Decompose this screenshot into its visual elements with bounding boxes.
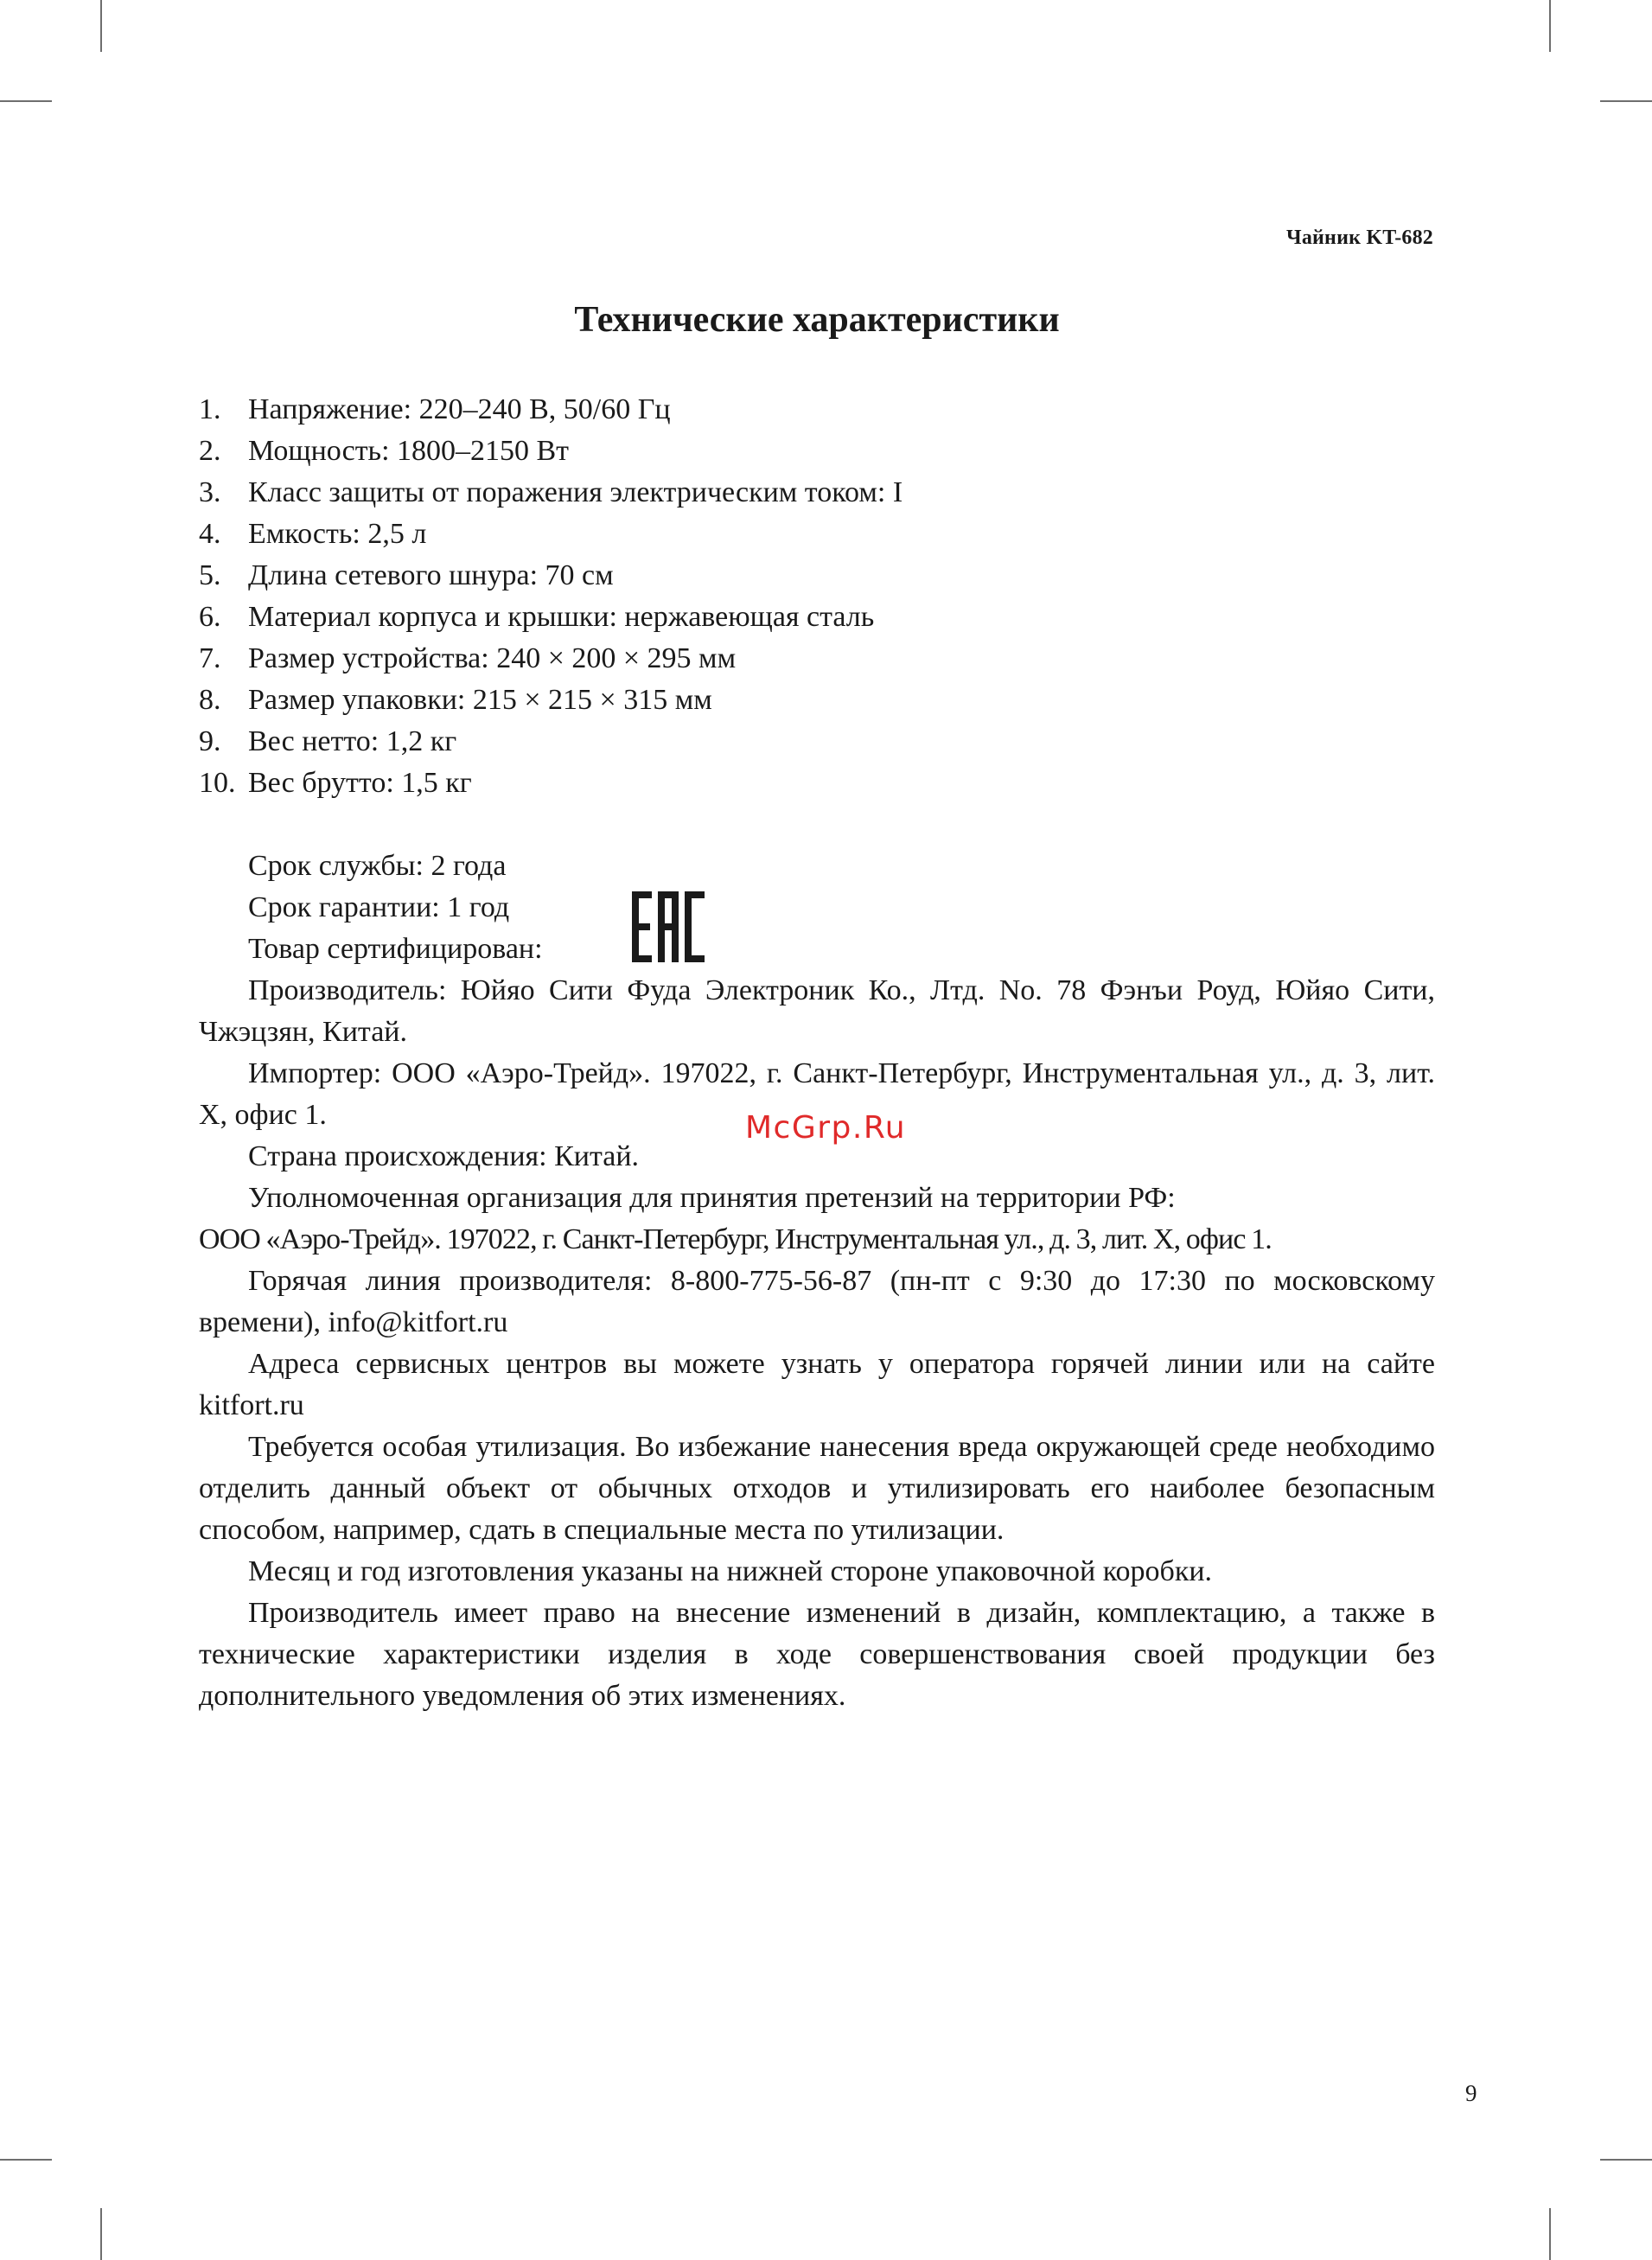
manufacturer: Производитель: Юйяо Сити Фуда Электроник Ко., Лтд. No. 78 Фэнъи Роуд, Юйяо Сити, Чжэцзян, Китай. <box>199 974 1435 1048</box>
disposal-note: Требуется особая утилизация. Во избежание нанесения вреда окружающей среде необходимо отделить данный объект от обычных отходов и утилизировать его наиболее безопасным способом, например, сдать в специальные места по утилизации. <box>199 1431 1435 1546</box>
hotline: Горячая линия производителя: 8-800-775-56-87 (пн-пт с 9:30 до 17:30 по московскому времени), info@kitfort.ru <box>199 1265 1435 1338</box>
crop-mark <box>0 2159 52 2161</box>
spec-text: Материал корпуса и крышки: нержавеющая сталь <box>248 601 875 633</box>
running-header: Чайник KT-682 <box>1286 227 1433 249</box>
page-number: 9 <box>1465 2080 1477 2106</box>
service-centers: Адреса сервисных центров вы можете узнать у оператора горячей линии или на сайте kitfort.ru <box>199 1348 1435 1421</box>
info-block <box>199 846 1435 1717</box>
spec-number: 8. <box>199 684 221 716</box>
spec-item <box>199 389 1452 431</box>
warranty: Срок гарантии: 1 год <box>248 891 510 923</box>
authorized-organization: Уполномоченная организация для принятия претензий на территории РФ: <box>248 1182 1176 1214</box>
spec-text: Емкость: 2,5 л <box>248 518 427 550</box>
spec-number: 10. <box>199 767 236 799</box>
spec-item <box>199 597 1452 638</box>
spec-item <box>199 763 1452 804</box>
crop-mark <box>1549 2208 1551 2260</box>
spec-number: 3. <box>199 476 221 508</box>
spec-number: 2. <box>199 435 221 467</box>
spec-list <box>199 389 1452 804</box>
crop-mark <box>0 100 52 102</box>
changes-note: Производитель имеет право на внесение изменений в дизайн, комплектацию, а также в технические характеристики изделия в ходе совершенствования своей продукции без дополнительного уведомления об этих изменениях. <box>199 1597 1435 1712</box>
country-of-origin: Страна происхождения: Китай. <box>248 1140 640 1172</box>
crop-mark <box>1549 0 1551 52</box>
spec-text: Класс защиты от поражения электрическим током: I <box>248 476 903 508</box>
spec-number: 1. <box>199 393 221 425</box>
eac-certification-icon <box>632 891 705 962</box>
crop-mark <box>1600 100 1652 102</box>
crop-mark <box>1600 2159 1652 2161</box>
spec-number: 6. <box>199 601 221 633</box>
spec-text: Размер упаковки: 215 × 215 × 315 мм <box>248 684 712 716</box>
spec-item <box>199 638 1452 680</box>
crop-mark <box>100 0 102 52</box>
spec-number: 7. <box>199 642 221 674</box>
spec-text: Мощность: 1800–2150 Вт <box>248 435 570 467</box>
spec-number: 5. <box>199 559 221 591</box>
certification-note: Товар сертифицирован: <box>248 933 543 965</box>
spec-item <box>199 514 1452 555</box>
spec-item <box>199 472 1452 514</box>
spec-item <box>199 721 1452 763</box>
spec-number: 4. <box>199 518 221 550</box>
spec-text: Вес брутто: 1,5 кг <box>248 767 472 799</box>
spec-text: Напряжение: 220–240 В, 50/60 Гц <box>248 393 671 425</box>
service-life: Срок службы: 2 года <box>248 850 507 882</box>
crop-mark <box>100 2208 102 2260</box>
spec-text: Длина сетевого шнура: 70 см <box>248 559 614 591</box>
manufacture-date-note: Месяц и год изготовления указаны на нижней стороне упаковочной коробки. <box>248 1555 1213 1587</box>
spec-item <box>199 680 1452 721</box>
page-title: Технические характеристики <box>574 300 1060 340</box>
spec-text: Размер устройства: 240 × 200 × 295 мм <box>248 642 737 674</box>
importer: Импортер: ООО «Аэро-Трейд». 197022, г. Санкт-Петербург, Инструментальная ул., д. 3, лит. Х, офис 1. <box>199 1057 1435 1131</box>
spec-text: Вес нетто: 1,2 кг <box>248 725 457 757</box>
authorized-organization-address: ООО «Аэро-Трейд». 197022, г. Санкт-Петербург, Инструментальная ул., д. 3, лит. Х, офис 1. <box>199 1223 1272 1255</box>
spec-item <box>199 555 1452 597</box>
watermark: McGrp.Ru <box>745 1110 907 1146</box>
spec-number: 9. <box>199 725 221 757</box>
spec-item <box>199 431 1452 472</box>
